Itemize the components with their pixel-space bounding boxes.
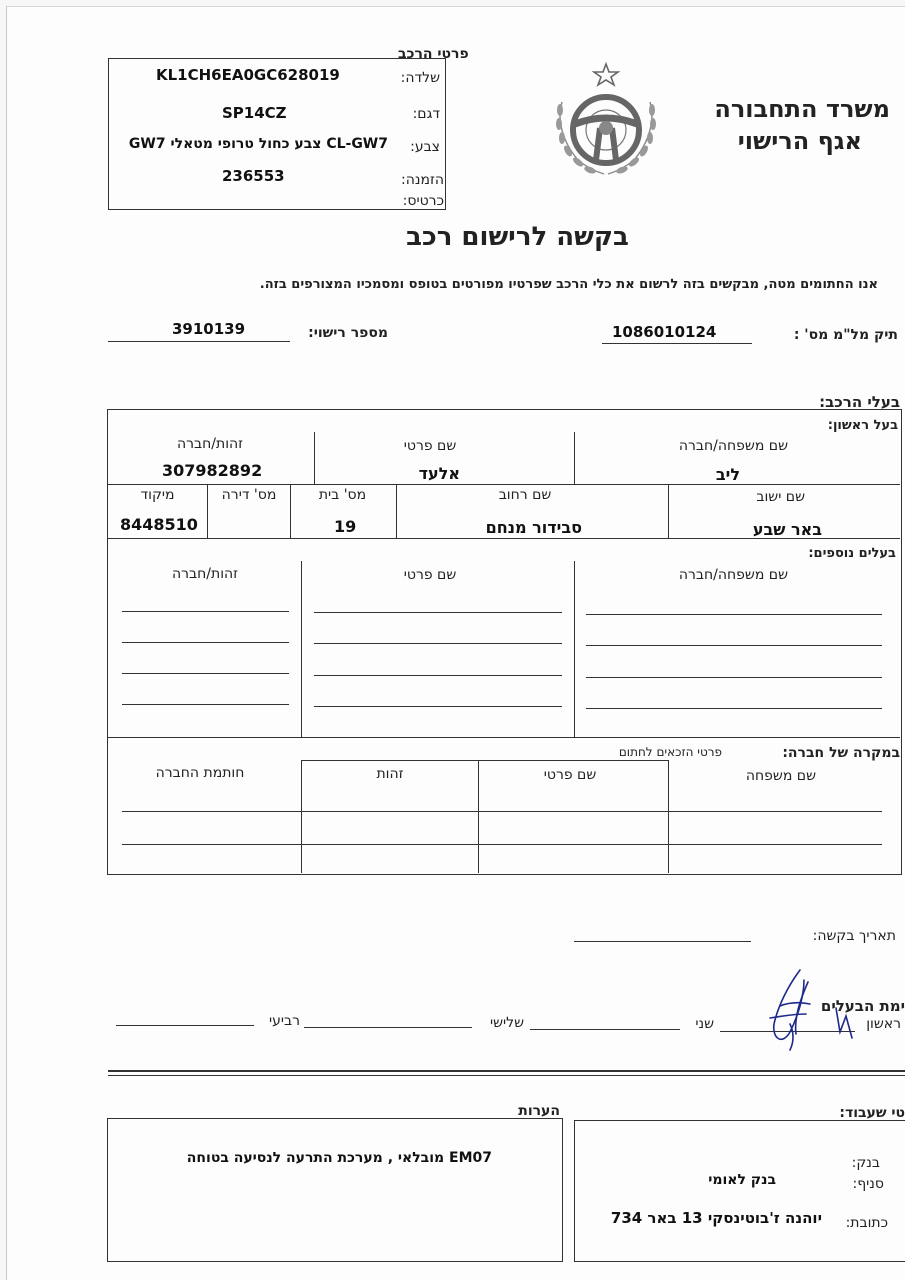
address-label: כתובת: [845,1215,888,1231]
row-divider [107,737,900,738]
company-first-name-header: שם פרטי [543,767,597,783]
model-value: SP14CZ [222,104,287,122]
divider [396,484,397,538]
signature-third-line [304,1027,472,1028]
company-label: במקרה של חברה: [782,745,900,761]
row-divider [107,538,900,539]
signature-fourth-line [116,1025,254,1026]
company-signers-label: פרטי הזכאים לחתום [618,745,722,759]
additional-line [586,677,882,678]
license-no-underline [108,341,290,342]
divider [668,484,669,538]
page-title: בקשה לרישום רכב [406,222,629,252]
company-surname-header: שם משפחה [745,768,816,784]
branch-value: בנק לאומי [708,1172,776,1188]
additional-line [122,673,289,674]
owner-house: 19 [334,517,357,536]
bank-label: בנק: [851,1155,880,1171]
company-id-header: זהות [376,766,404,782]
first-owner-label: בעל ראשון: [827,418,898,433]
card-label: כרטיס: [402,193,444,209]
additional-line [122,642,289,643]
divider [478,760,479,873]
file-no-underline [602,343,752,344]
additional-id-header: זהות/חברה [171,566,238,582]
additional-line [586,708,882,709]
additional-line [314,643,562,644]
branch-label: סניף: [852,1176,884,1192]
handwritten-signature [760,966,880,1052]
file-no-label: תיק מל"מ מס' : [793,327,898,343]
signature-second-label: שני [695,1016,714,1032]
additional-owners-label: בעלים נוספים: [808,546,896,561]
col-house-header: מס' בית [318,487,367,503]
signature-first-label: ראשון [866,1016,901,1032]
chassis-value: KL1CH6EA0GC628019 [156,66,340,84]
notes-text: EM07 מובלאי , מערכת התרעה לנסיעה בטוחה [186,1150,492,1166]
notes-heading: הערות [518,1103,560,1119]
divider [301,760,302,873]
divider [290,484,291,538]
additional-first-name-header: שם פרטי [403,567,457,583]
col-apt-header: מס' דירה [221,487,277,503]
signature-second-line [530,1029,680,1030]
additional-line [586,614,882,615]
company-line [122,844,882,845]
request-date-line [574,941,751,942]
signatures-heading: ימת הבעלים [820,997,905,1015]
divider [301,561,302,737]
divider [207,484,208,538]
additional-line [314,612,562,613]
ministry-emblem-icon [548,62,664,180]
additional-line [314,706,562,707]
license-no-label: מספר רישוי: [308,325,388,341]
intro-text: אנו החתומים מטה, מבקשים בזה לרשום את כלי הרכב שפרטיו מפורטים בטופס ומסמכיו המצורפים בזה. [259,277,878,292]
notes-box [107,1118,563,1262]
owner-street: סבידור מנחם [485,518,582,537]
address-value: יוהנה ז'בוטינסקי 13 באר 734 [610,1209,822,1227]
model-label: דגם: [412,106,440,122]
owner-city: באר שבע [752,520,822,539]
col-first-name-header: שם פרטי [403,438,457,454]
signature-third-label: שלישי [489,1015,524,1031]
row-divider [107,484,900,485]
divider [314,432,315,484]
divider [574,561,575,737]
section-divider [108,1070,905,1072]
col-street-header: שם רחוב [498,487,552,503]
department-name: אגף הרישוי [737,127,862,155]
lien-heading: טי שעבוד: [839,1105,905,1121]
ministry-name: משרד התחבורה [714,95,890,123]
license-no-value: 3910139 [172,320,246,338]
request-date-label: תאריך בקשה: [812,928,896,944]
col-id-header: זהות/חברה [176,436,243,452]
vehicle-box-heading: פרטי הרכב [398,46,469,62]
additional-line [122,704,289,705]
owner-zip: 8448510 [120,515,198,534]
additional-line [314,675,562,676]
additional-line [586,645,882,646]
company-line [122,811,882,812]
color-label: צבע: [410,139,440,155]
additional-line [122,611,289,612]
divider [668,760,669,873]
owner-first-name: אלעד [418,464,460,483]
col-surname-header: שם משפחה/חברה [678,438,788,454]
section-divider [108,1075,905,1076]
order-label: הזמנה: [401,172,444,188]
col-city-header: שם ישוב [756,489,805,505]
divider [574,432,575,484]
order-value: 236553 [222,167,285,185]
col-zip-header: מיקוד [140,487,175,503]
additional-surname-header: שם משפחה/חברה [678,567,788,583]
company-stamp-header: חותמת החברה [155,765,245,781]
owner-id: 307982892 [162,461,263,480]
file-no-value: 1086010124 [612,323,717,341]
owners-section-label: בעלי הרכב: [819,393,900,411]
color-value: CL-GW7 צבע כחול טרופי מטאלי GW7 [128,136,388,152]
owner-surname: ליב [715,465,740,484]
chassis-label: שלדה: [400,70,440,86]
row-divider [301,760,668,761]
signature-fourth-label: רביעי [268,1013,300,1029]
